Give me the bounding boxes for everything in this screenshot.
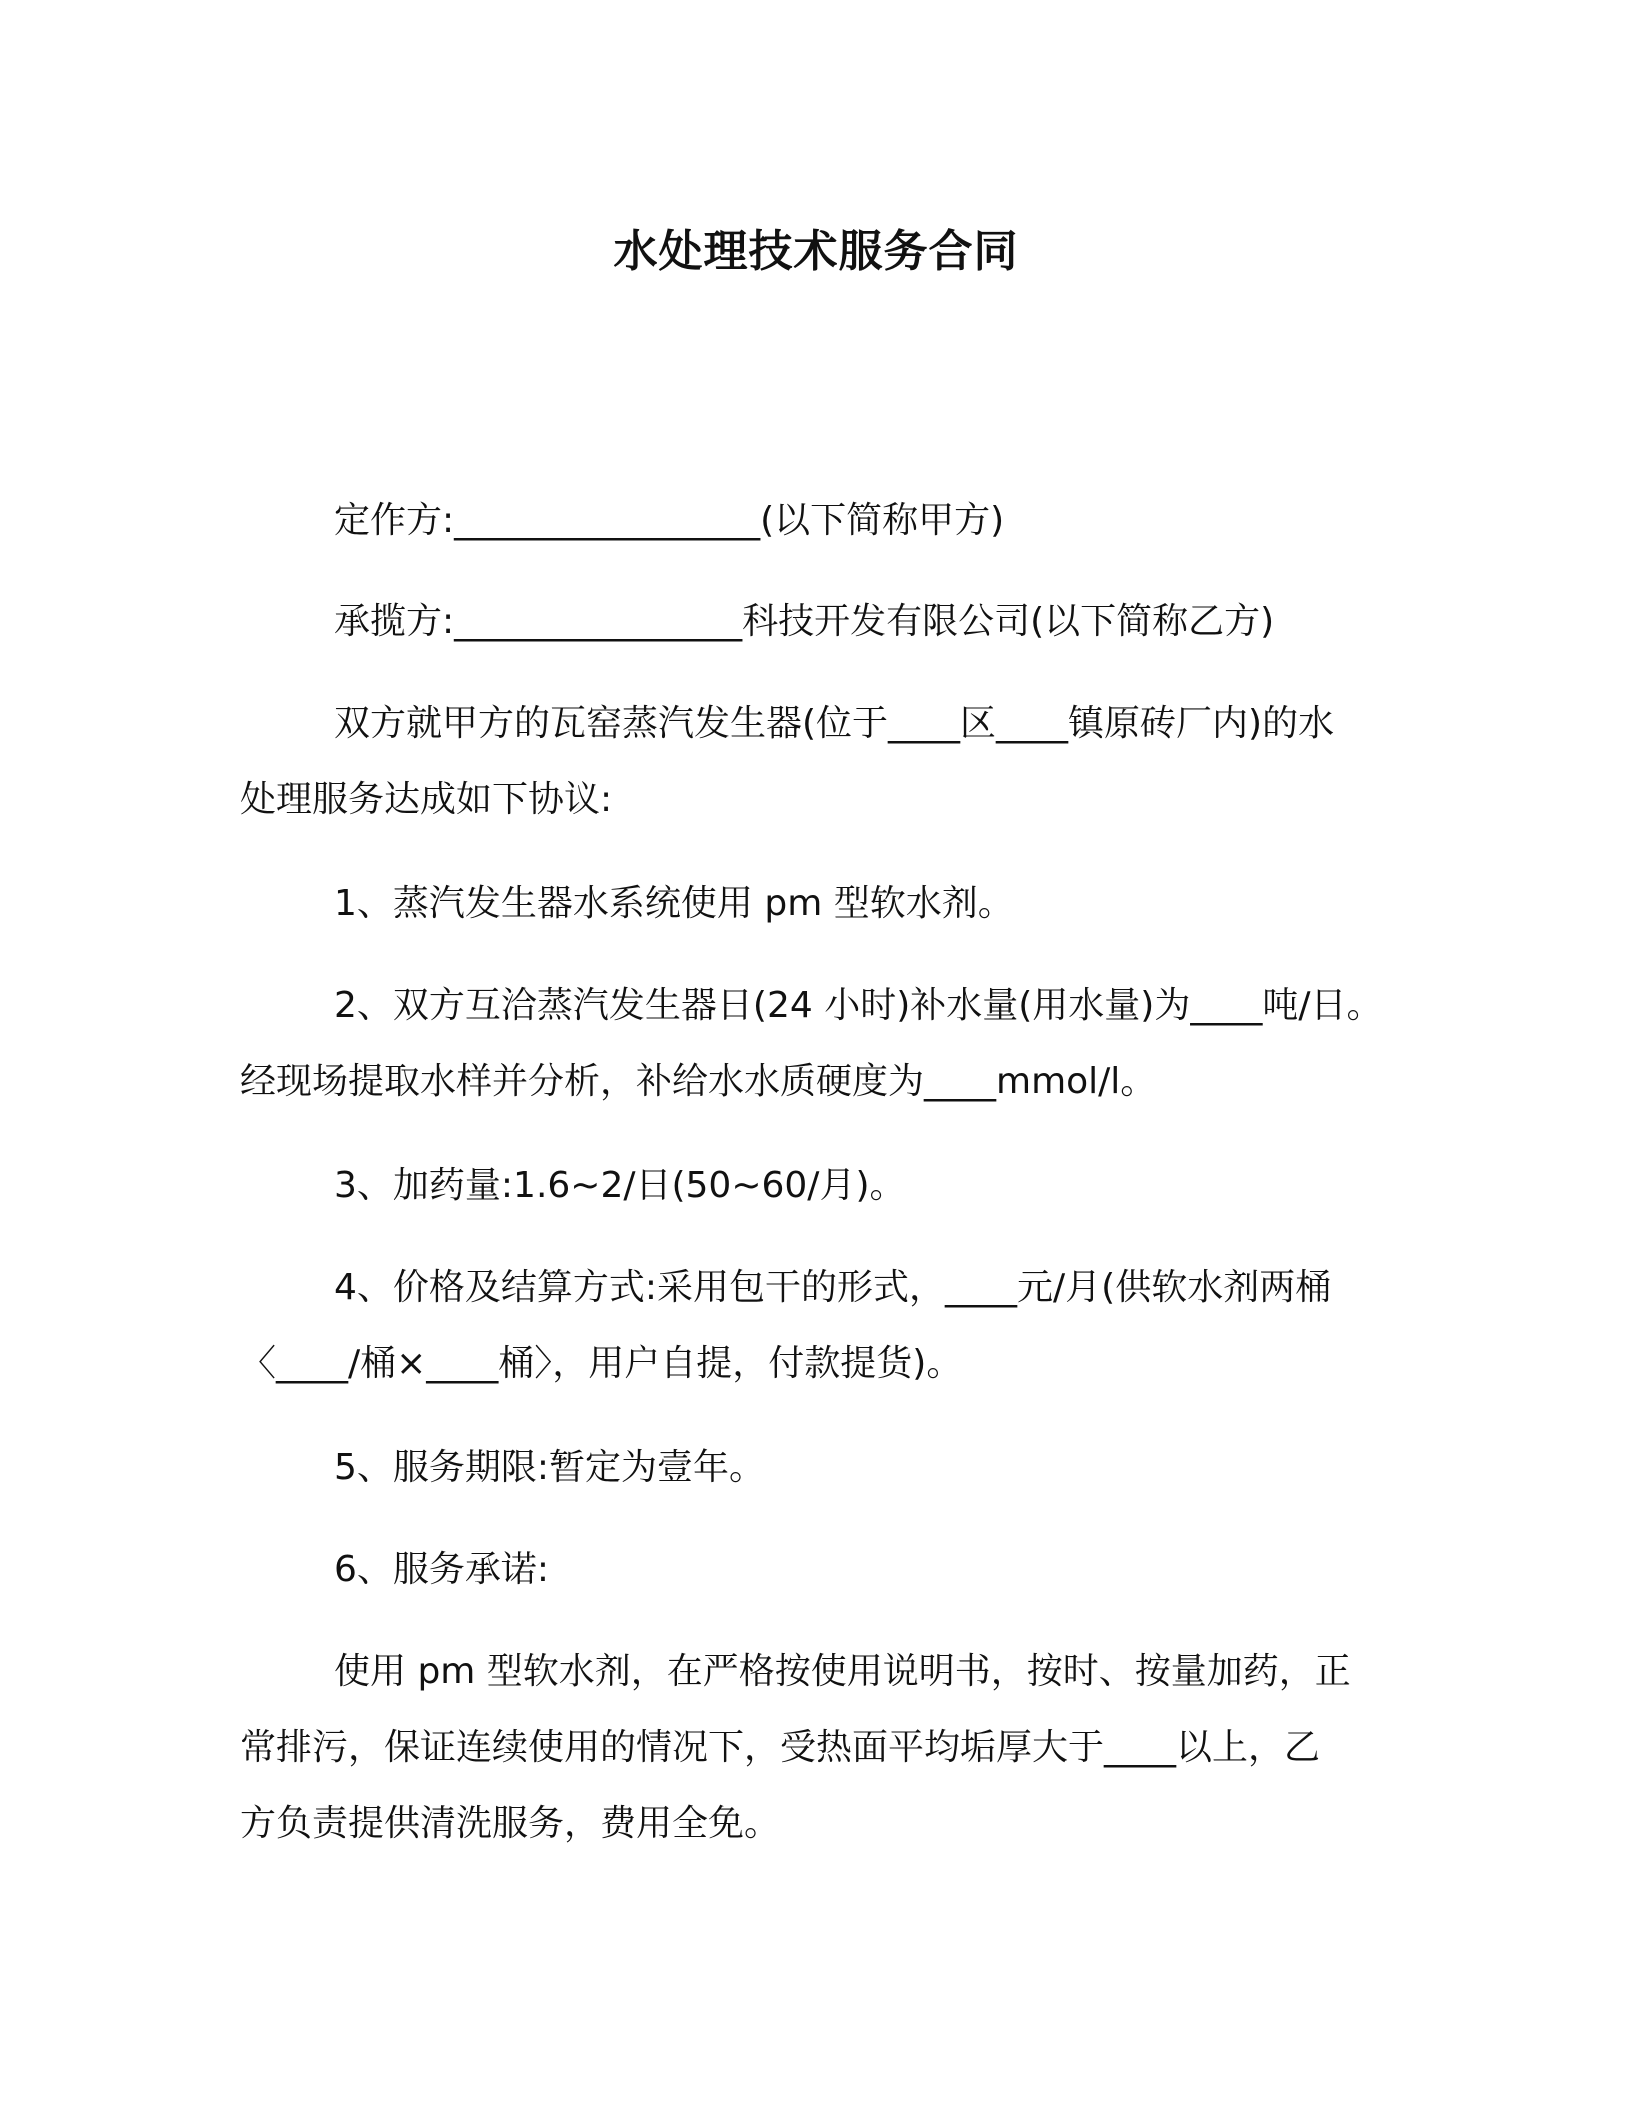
intro-paragraph-line-2: 处理服务达成如下协议: — [240, 779, 613, 820]
commitment-line-2: 常排污，保证连续使用的情况下，受热面平均垢厚大于____以上，乙 — [240, 1727, 1321, 1768]
intro-paragraph-line-1: 双方就甲方的瓦窑蒸汽发生器(位于____区____镇原砖厂内)的水 — [334, 703, 1335, 744]
clause-5: 5、服务期限:暂定为壹年。 — [334, 1447, 766, 1488]
document-title: 水处理技术服务合同 — [613, 226, 1019, 277]
party-a-line: 定作方:_________________(以下简称甲方) — [334, 500, 1005, 541]
party-b-line: 承揽方:________________科技开发有限公司(以下简称乙方) — [334, 601, 1275, 642]
clause-3: 3、加药量:1.6~2/日(50~60/月)。 — [334, 1165, 906, 1206]
commitment-line-1: 使用 pm 型软水剂，在严格按使用说明书，按时、按量加药，正 — [334, 1651, 1351, 1692]
clause-4-line-2: 〈____/桶×____桶〉，用户自提，付款提货)。 — [240, 1343, 963, 1384]
clause-4-line-1: 4、价格及结算方式:采用包干的形式，____元/月(供软水剂两桶 — [334, 1267, 1332, 1308]
clause-2-line-1: 2、双方互洽蒸汽发生器日(24 小时)补水量(用水量)为____吨/日。 — [334, 985, 1383, 1026]
clause-2-line-2: 经现场提取水样并分析，补给水水质硬度为____mmol/l。 — [240, 1061, 1157, 1102]
clause-6: 6、服务承诺: — [334, 1549, 550, 1590]
commitment-line-3: 方负责提供清洗服务，费用全免。 — [240, 1803, 781, 1844]
clause-1: 1、蒸汽发生器水系统使用 pm 型软水剂。 — [334, 883, 1014, 924]
